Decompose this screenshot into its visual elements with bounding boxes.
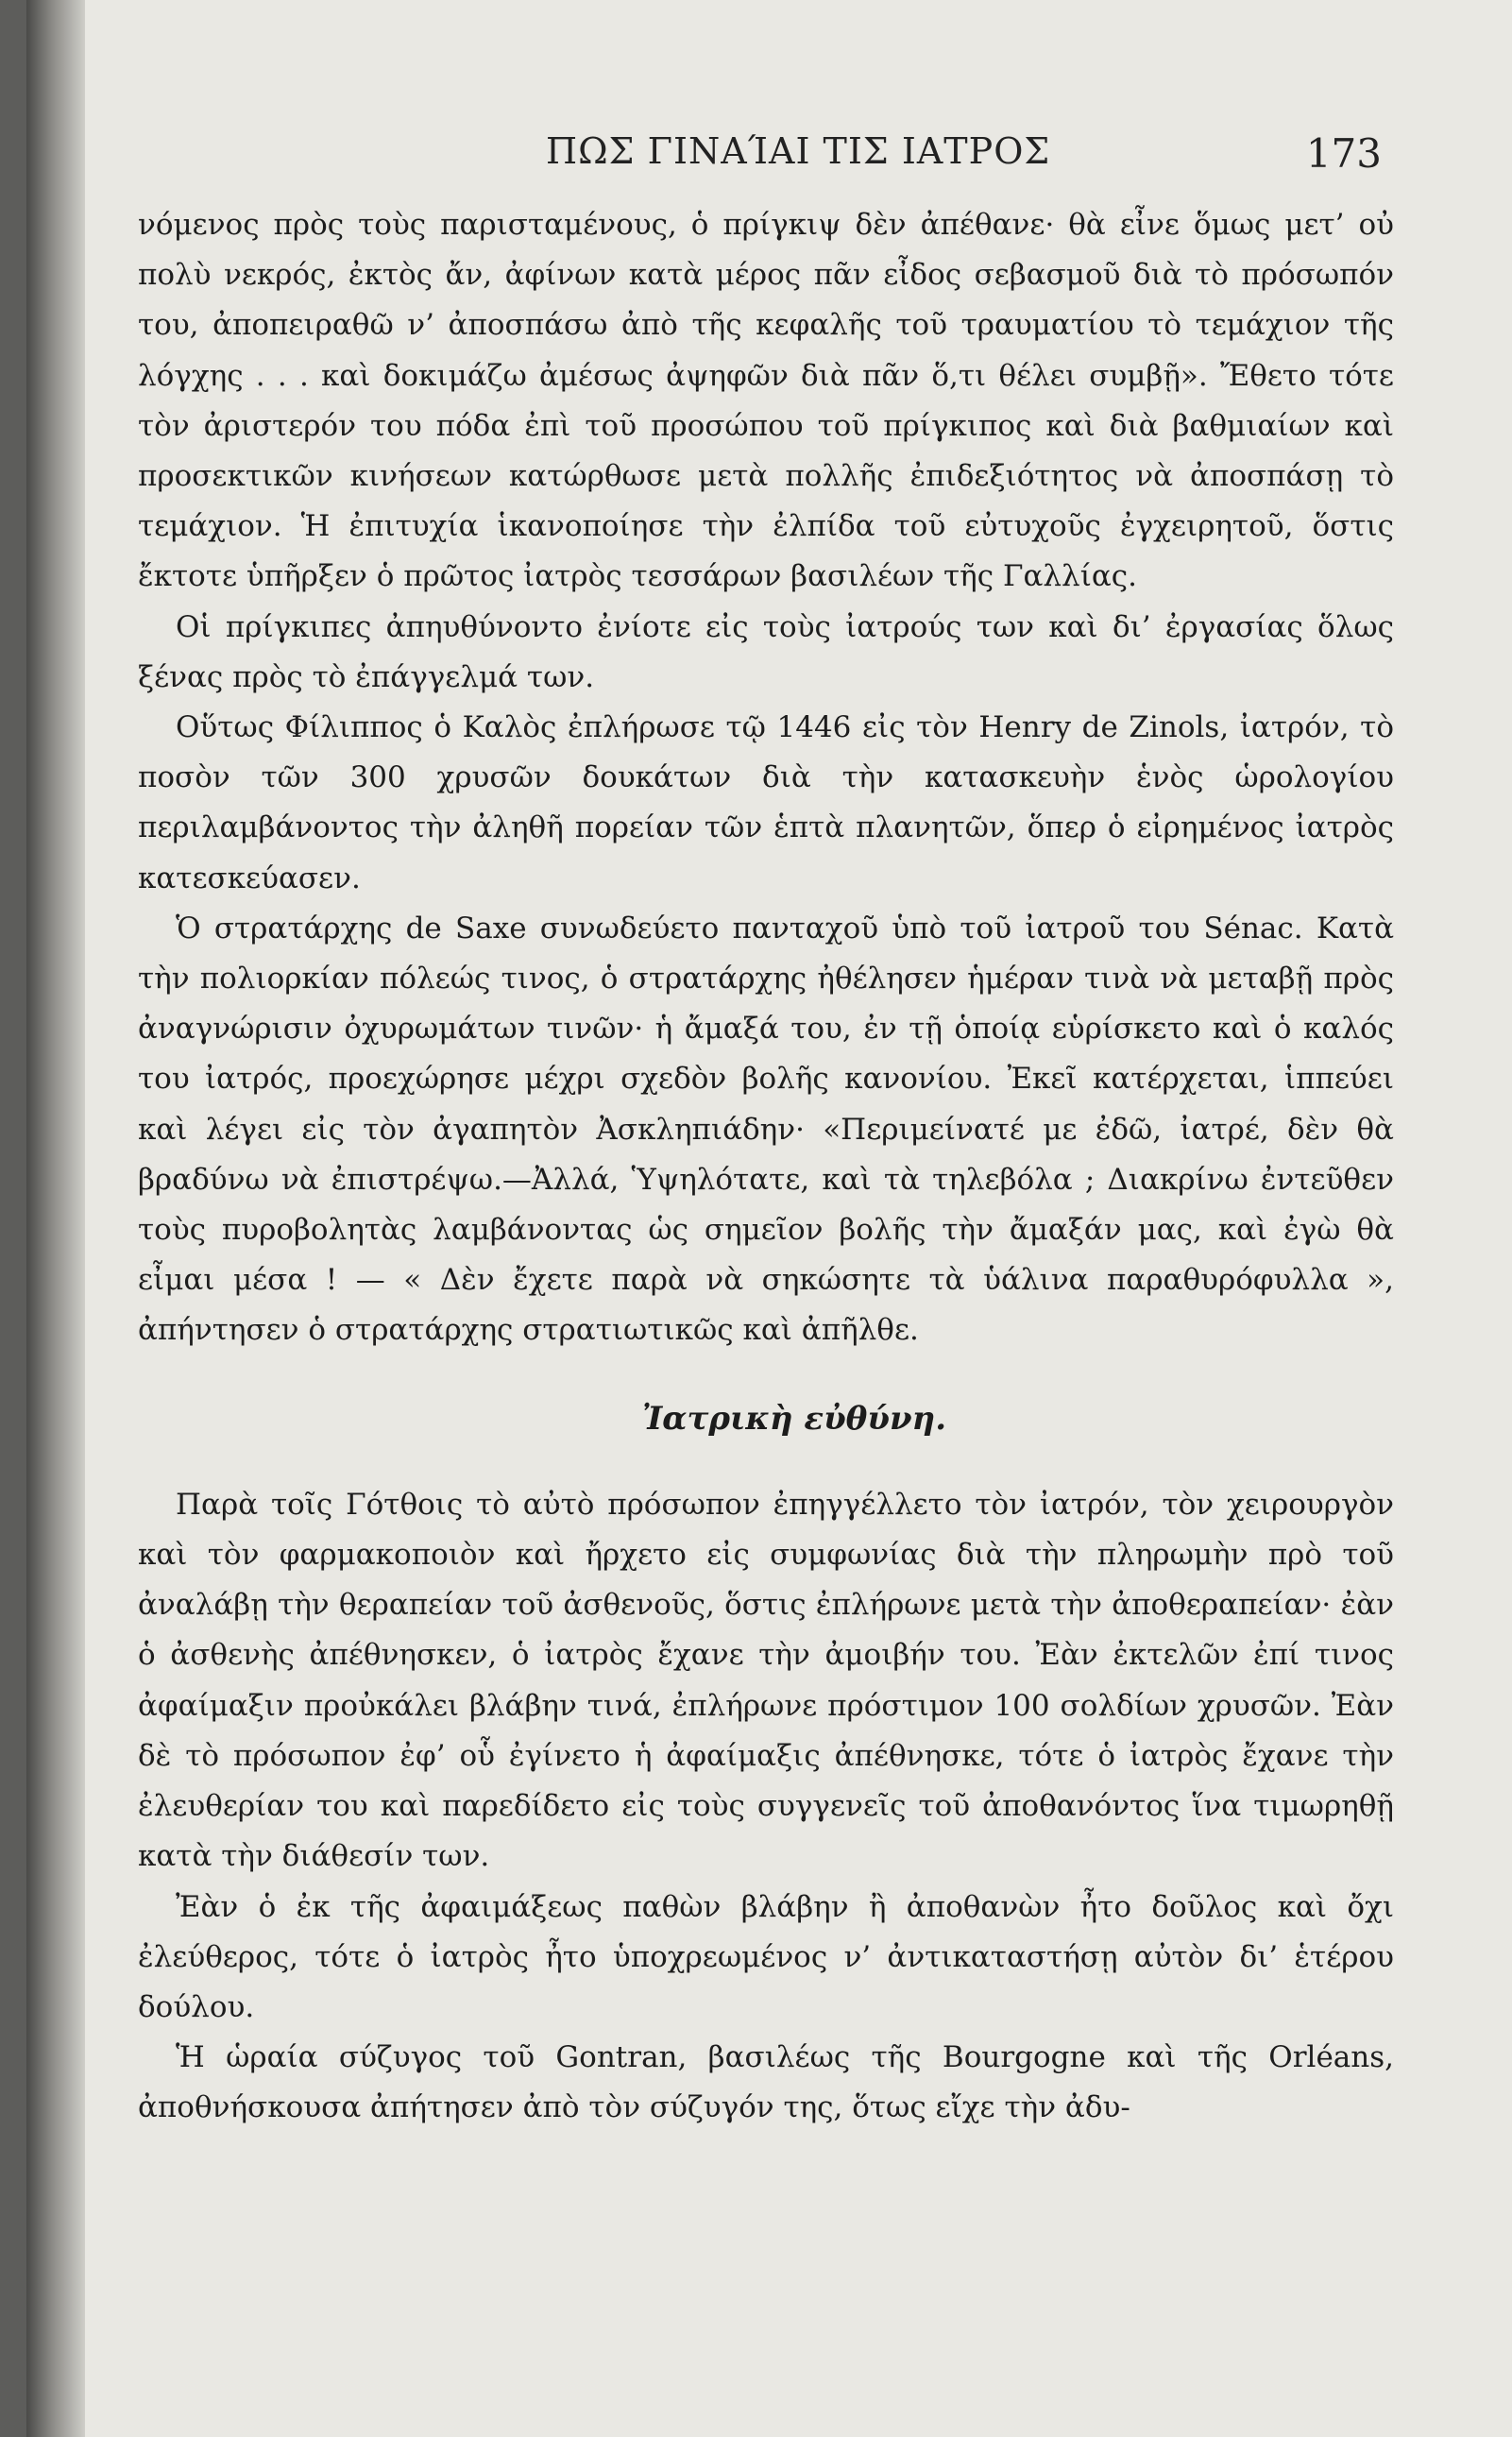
- paragraph: Ὁ στρατάρχης de Saxe συνωδεύετο πανταχοῦ ὑπὸ τοῦ ἰατροῦ του Sénac. Κατὰ τὴν πολιορκίαν πόλεώς τινος, ὁ στρατάρχης ἠθέλησεν ἡμέραν τινὰ νὰ μεταβῇ πρὸς ἀναγνώρισιν ὀχυρωμάτων τινῶν· ἡ ἄμαξά του, ἐν τῇ ὁποίᾳ εὑρίσκετο καὶ ὁ καλός του ἰατρός, προεχώρησε μέχρι σχεδὸν βολῆς κανονίου. Ἐκεῖ κατέρχεται, ἱππεύει καὶ λέγει εἰς τὸν ἀγαπητὸν Ἀσκληπιάδην· «Περιμείνατέ με ἐδῶ, ἰατρέ, δὲν θὰ βραδύνω νὰ ἐπιστρέψω.—Ἀλλά, Ὑψηλότατε, καὶ τὰ τηλεβόλα ; Διακρίνω ἐντεῦθεν τοὺς πυροβολητὰς λαμβάνοντας ὡς σημεῖον βολῆς τὴν ἄμαξάν μας, καὶ ἐγὼ θὰ εἶμαι μέσα ! — « Δὲν ἔχετε παρὰ νὰ σηκώσητε τὰ ὑάλινα παραθυρόφυλλα », ἀπήντησεν ὁ στρατάρχης στρατιωτικῶς καὶ ἀπῆλθε.: [138, 911, 1394, 1348]
- book-spine-shadow: [26, 0, 85, 2437]
- paragraph: Οὕτως Φίλιππος ὁ Καλὸς ἐπλήρωσε τῷ 1446 εἰς τὸν Henry de Zinols, ἰατρόν, τὸ ποσὸν τῶν 300 χρυσῶν δουκάτων διὰ τὴν κατασκευὴν ἑνὸς ὡρολογίου περιλαμβάνοντος τὴν ἀληθῆ πορείαν τῶν ἑπτὰ πλανητῶν, ὅπερ ὁ εἰρημένος ἰατρὸς κατεσκεύασεν.: [138, 710, 1394, 895]
- page-header: [215, 130, 1382, 187]
- paragraph: Παρὰ τοῖς Γότθοις τὸ αὐτὸ πρόσωπον ἐπηγγέλλετο τὸν ἰατρόν, τὸν χειρουργὸν καὶ τὸν φαρμακοποιὸν καὶ ἤρχετο εἰς συμφωνίας διὰ τὴν πληρωμὴν πρὸ τοῦ ἀναλάβῃ τὴν θεραπείαν τοῦ ἀσθενοῦς, ὅστις ἐπλήρωνε μετὰ τὴν ἀποθεραπείαν· ἐὰν ὁ ἀσθενὴς ἀπέθνησκεν, ὁ ἰατρὸς ἔχανε τὴν ἀμοιβήν του. Ἐὰν ἐκτελῶν ἐπί τινος ἀφαίμαξιν προὐκάλει βλάβην τινά, ἐπλήρωνε πρόστιμον 100 σολδίων χρυσῶν. Ἐὰν δὲ τὸ πρόσωπον ἐφ’ οὗ ἐγίνετο ἡ ἀφαίμαξις ἀπέθνησκε, τότε ὁ ἰατρὸς ἔχανε τὴν ἐλευθερίαν του καὶ παρεδίδετο εἰς τοὺς συγγενεῖς τοῦ ἀποθανόντος ἵνα τιμωρηθῇ κατὰ τὴν διάθεσίν των.: [138, 1487, 1394, 1874]
- book-page: [26, 0, 1512, 2437]
- body-text: [138, 200, 1394, 2134]
- paragraph-continuation: νόμενος πρὸς τοὺς παρισταμένους, ὁ πρίγκιψ δὲν ἀπέθανε· θὰ εἶνε ὅμως μετ’ οὐ πολὺ νεκρός, ἐκτὸς ἄν, ἀφίνων κατὰ μέρος πᾶν εἶδος σεβασμοῦ διὰ τὸ πρόσωπόν του, ἀποπειραθῶ ν’ ἀποσπάσω ἀπὸ τῆς κεφαλῆς τοῦ τραυματίου τὸ τεμάχιον τῆς λόγχης . . . καὶ δοκιμάζω ἀμέσως ἀψηφῶν διὰ πᾶν ὅ,τι θέλει συμβῇ». Ἔθετο τότε τὸν ἀριστερόν του πόδα ἐπὶ τοῦ προσώπου τοῦ πρίγκιπος καὶ διὰ βαθμιαίων καὶ προσεκτικῶν κινήσεων κατώρθωσε μετὰ πολλῆς ἐπιδεξιότητος νὰ ἀποσπάσῃ τὸ τεμάχιον. Ἡ ἐπιτυχία ἱκανοποίησε τὴν ἐλπίδα τοῦ εὐτυχοῦς ἐγχειρητοῦ, ὅστις ἔκτοτε ὑπῆρξεν ὁ πρῶτος ἰατρὸς τεσσάρων βασιλέων τῆς Γαλλίας.: [138, 208, 1394, 594]
- paragraph: Ἐὰν ὁ ἐκ τῆς ἀφαιμάξεως παθὼν βλάβην ἢ ἀποθανὼν ἦτο δοῦλος καὶ ὄχι ἐλεύθερος, τότε ὁ ἰατρὸς ἦτο ὑποχρεωμένος ν’ ἀντικαταστήσῃ αὐτὸν δι’ ἑτέρου δούλου.: [138, 1889, 1394, 2024]
- paragraph: Ἡ ὡραία σύζυγος τοῦ Gontran, βασιλέως τῆς Bourgogne καὶ τῆς Orléans, ἀποθνήσκουσα ἀπήτησεν ἀπὸ τὸν σύζυγόν της, ὅτως εἴχε τὴν ἀδυ-: [138, 2040, 1394, 2125]
- page-number: 173: [1305, 130, 1382, 177]
- section-heading: Ἰατρικὴ εὐθύνη.: [641, 1399, 947, 1438]
- running-title: ΠΩΣ ΓΙΝΑΊΑΙ ΤΙΣ ΙΑΤΡΟΣ: [546, 130, 1051, 172]
- paragraph: Οἱ πρίγκιπες ἀπηυθύνοντο ἐνίοτε εἰς τοὺς ἰατρούς των καὶ δι’ ἐργασίας ὅλως ξένας πρὸς τὸ ἐπάγγελμά των.: [138, 609, 1394, 694]
